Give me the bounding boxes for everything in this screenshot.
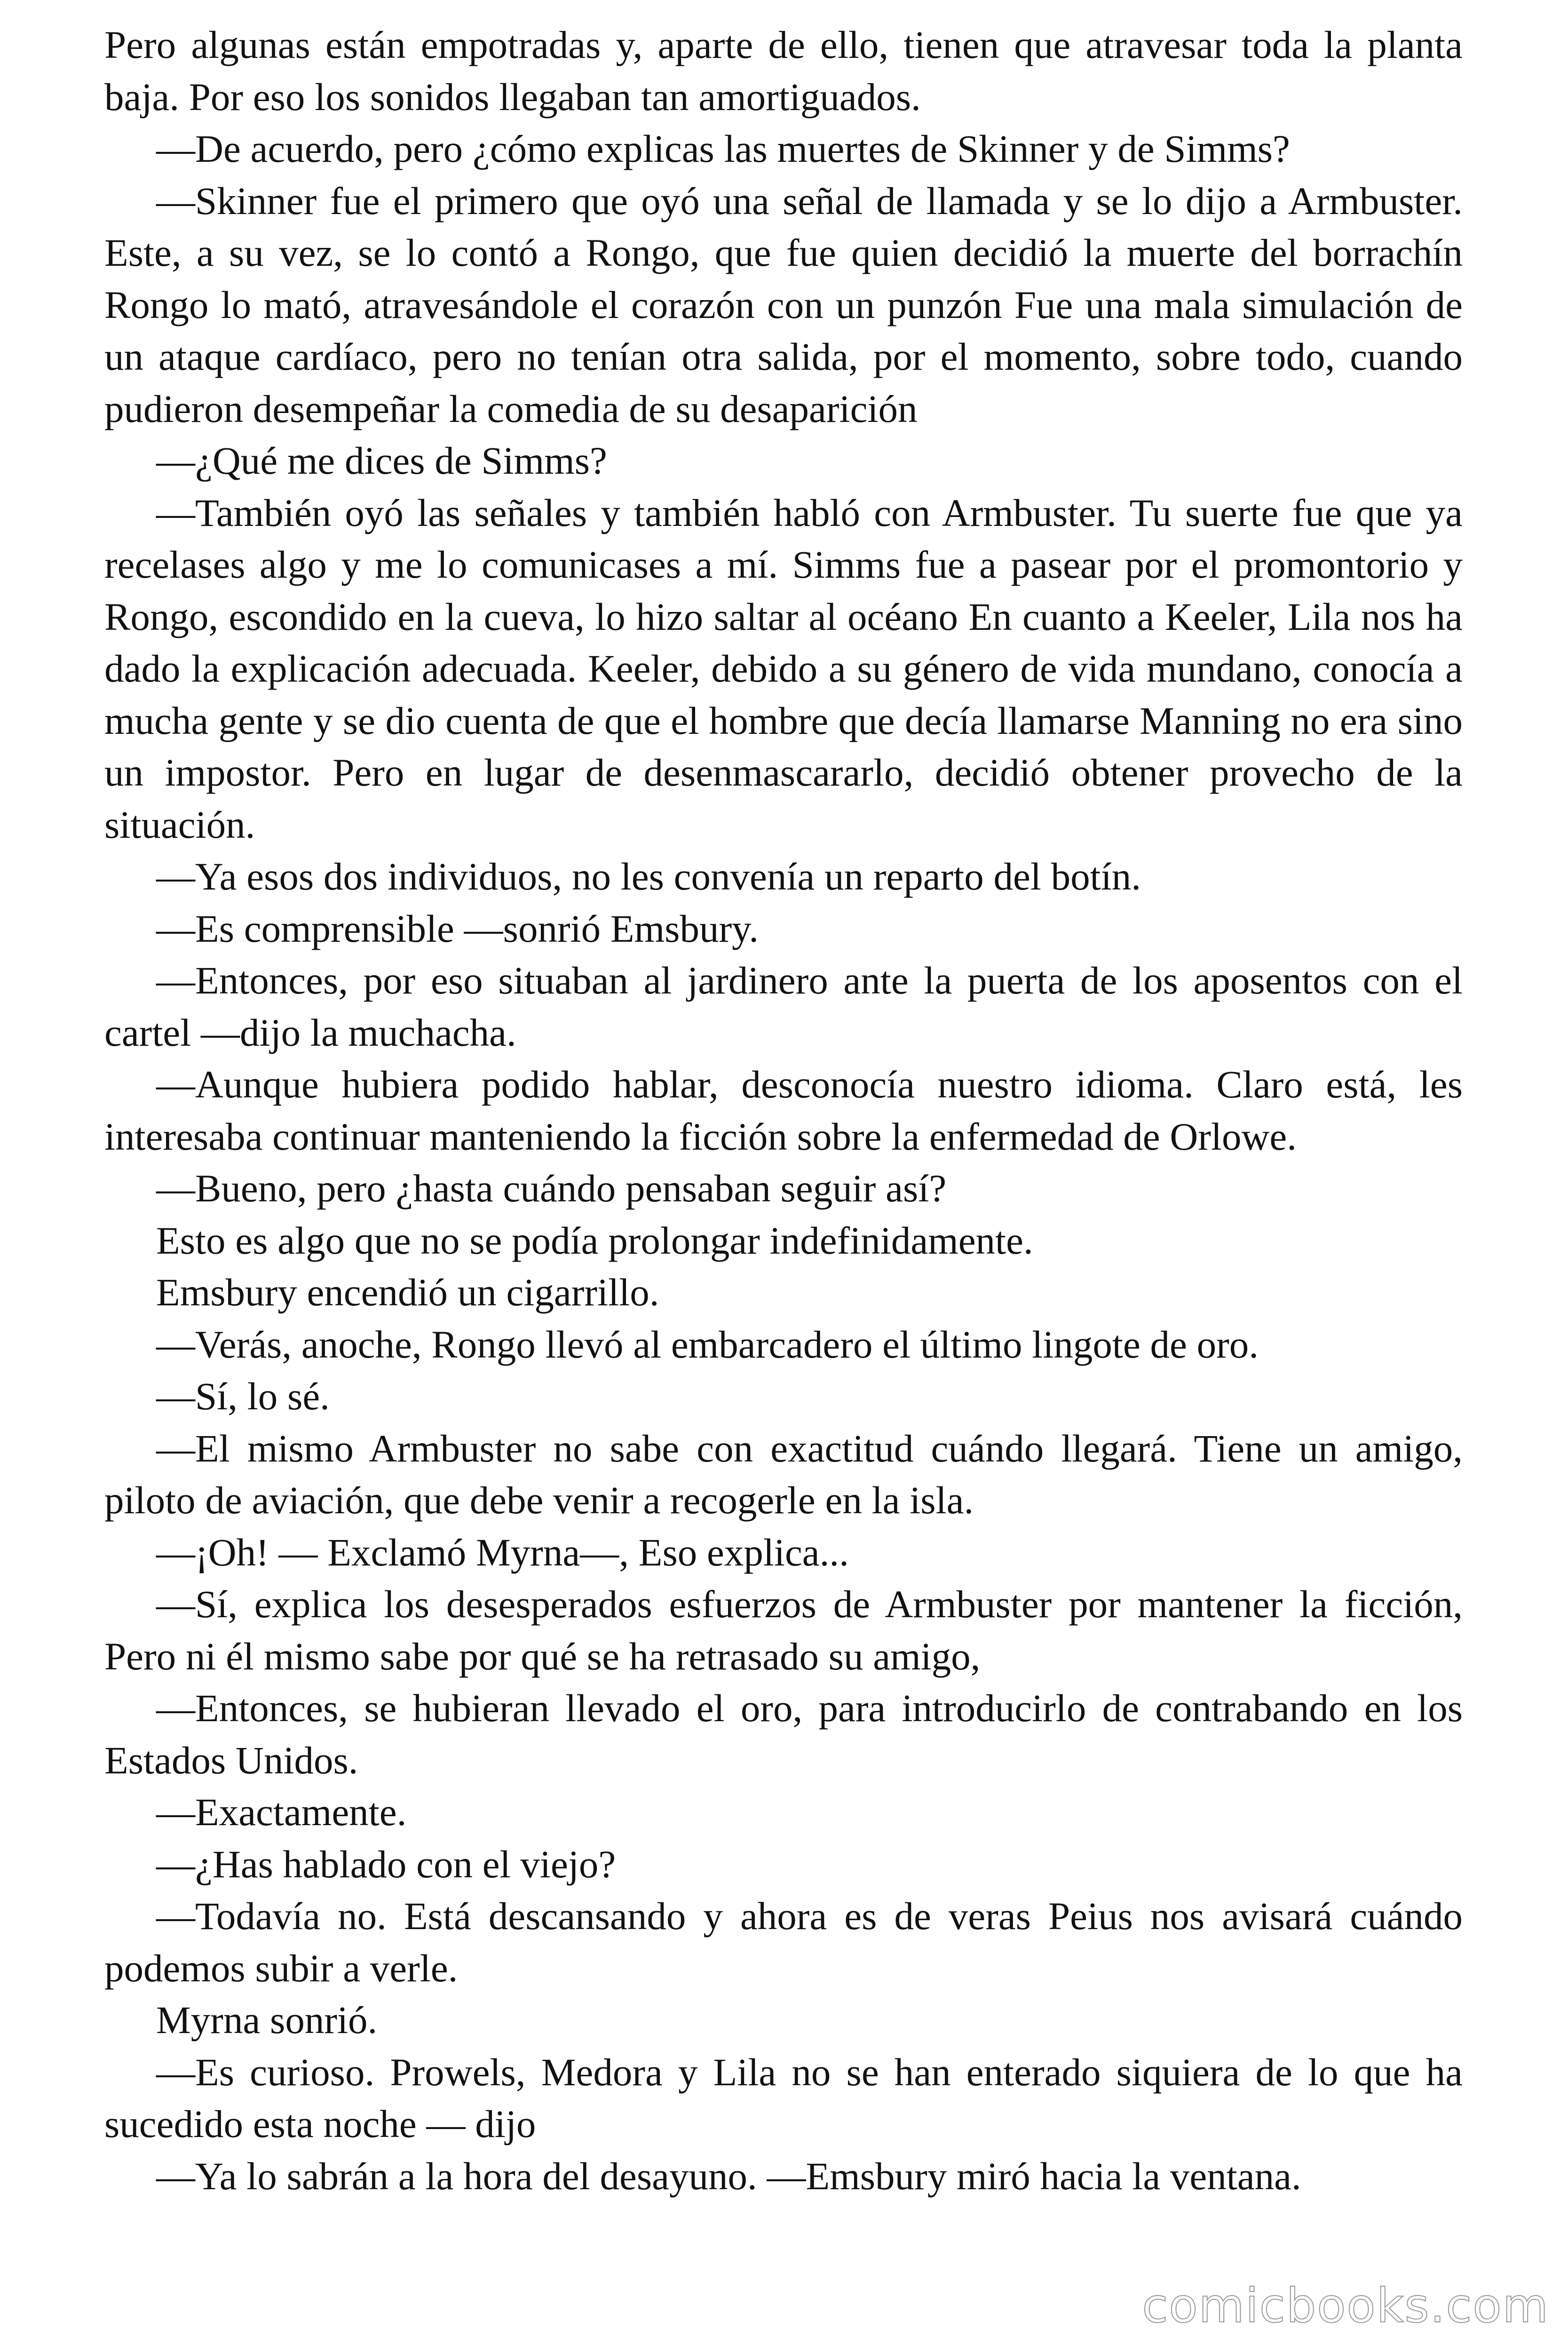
paragraph: —Es curioso. Prowels, Medora y Lila no se han enterado siquiera de lo que ha sucedido esta noche — dijo [104,2050,1463,2145]
paragraph: —Sí, explica los desesperados esfuerzos de Armbuster por mantener la ficción, Pero ni él mismo sabe por qué se ha retrasado su amigo, [104,1582,1463,1678]
paragraph: —Verás, anoche, Rongo llevó al embarcadero el último lingote de oro. [156,1322,1259,1366]
page-text [104,19,1463,2202]
paragraph: Esto es algo que no se podía prolongar indefinidamente. [156,1218,1033,1262]
paragraph: —El mismo Armbuster no sabe con exactitud cuándo llegará. Tiene un amigo, piloto de aviación, que debe venir a recogerle en la isla. [104,1426,1463,1522]
paragraph: —¿Qué me dices de Simms? [156,439,607,482]
paragraph: —Ya esos dos individuos, no les convenía un reparto del botín. [156,855,1141,898]
paragraph: —Bueno, pero ¿hasta cuándo pensaban seguir así? [156,1167,947,1210]
paragraph: —Sí, lo sé. [156,1375,330,1418]
paragraph: Myrna sonrió. [156,1998,378,2042]
paragraph: —Exactamente. [156,1790,407,1834]
paragraph: —¡Oh! — Exclamó Myrna—, Eso explica... [156,1530,849,1574]
paragraph: —¿Has hablado con el viejo? [156,1842,616,1886]
paragraph: —De acuerdo, pero ¿cómo explicas las muertes de Skinner y de Simms? [156,127,1290,170]
paragraph: —También oyó las señales y también habló con Armbuster. Tu suerte fue que ya recelases algo y me lo comunicases a mí. Simms fue a pasear por el promontorio y Rongo, escondido en la cueva, lo hizo saltar al océano En cuanto a Keeler, Lila nos ha dado la explicación adecuada. Keeler, debido a su género de vida mundano, conocía a mucha gente y se dio cuenta de que el hombre que decía llamarse Manning no era sino un impostor. Pero en lugar de desenmascararlo, decidió obtener provecho de la situación. [104,491,1463,846]
paragraph: —Skinner fue el primero que oyó una señal de llamada y se lo dijo a Armbuster. Este, a su vez, se lo contó a Rongo, que fue quien decidió la muerte del borrachín Rongo lo mató, atravesándole el corazón con un punzón Fue una mala simulación de un ataque cardíaco, pero no tenían otra salida, por el momento, sobre todo, cuando pudieron desempeñar la comedia de su desaparición [104,179,1463,430]
paragraph: —Es comprensible —sonrió Emsbury. [156,906,759,950]
paragraph: —Todavía no. Está descansando y ahora es de veras Peius nos avisará cuándo podemos subir a verle. [104,1894,1463,1990]
watermark: comicbooks.com [1142,2278,1549,2333]
paragraph: Pero algunas están empotradas y, aparte de ello, tienen que atravesar toda la planta baja. Por eso los sonidos llegaban tan amortiguados. [104,23,1463,119]
paragraph: Emsbury encendió un cigarrillo. [156,1271,659,1314]
paragraph: —Ya lo sabrán a la hora del desayuno. —Emsbury miró hacia la ventana. [156,2154,1301,2198]
paragraph: —Entonces, por eso situaban al jardinero ante la puerta de los aposentos con el cartel —dijo la muchacha. [104,959,1463,1054]
paragraph: —Aunque hubiera podido hablar, desconocía nuestro idioma. Claro está, les interesaba continuar manteniendo la ficción sobre la enfermedad de Orlowe. [104,1063,1463,1158]
paragraph: —Entonces, se hubieran llevado el oro, para introducirlo de contrabando en los Estados Unidos. [104,1686,1463,1782]
